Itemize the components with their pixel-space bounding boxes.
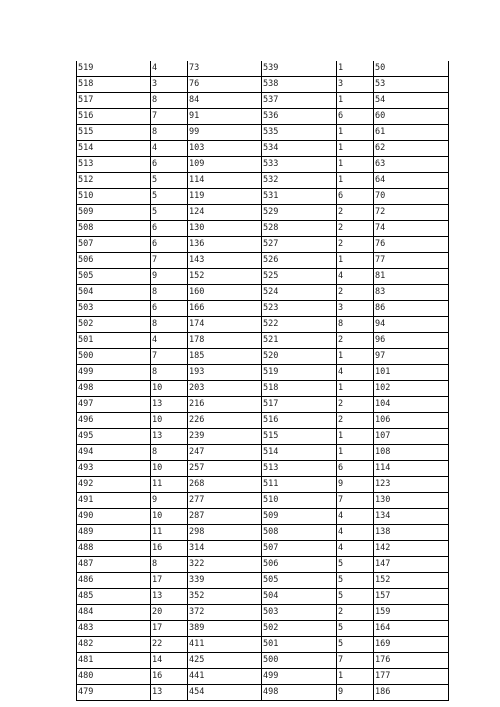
table-row <box>77 61 449 77</box>
table-cell-count-b: 1 <box>337 445 374 461</box>
table-cell-count-a: 16 <box>151 541 188 557</box>
table-cell-cumulative-a: 185 <box>188 349 262 365</box>
table-cell-count-a: 4 <box>151 141 188 157</box>
table-row <box>77 349 449 365</box>
table-row <box>77 125 449 141</box>
table-cell-count-b: 1 <box>337 429 374 445</box>
table-row <box>77 317 449 333</box>
table-cell-cumulative-a: 130 <box>188 221 262 237</box>
table-cell-count-b: 1 <box>337 349 374 365</box>
table-cell-score-b: 533 <box>262 157 337 173</box>
table-cell-cumulative-a: 352 <box>188 589 262 605</box>
table-cell-count-b: 1 <box>337 93 374 109</box>
table-cell-score-b: 532 <box>262 173 337 189</box>
table-body <box>77 61 449 701</box>
table-cell-cumulative-b: 97 <box>374 349 449 365</box>
table-cell-score-a: 509 <box>77 205 151 221</box>
table-cell-count-a: 3 <box>151 77 188 93</box>
table-cell-cumulative-a: 84 <box>188 93 262 109</box>
table-cell-count-a: 13 <box>151 685 188 701</box>
table-cell-cumulative-b: 74 <box>374 221 449 237</box>
table-cell-count-a: 8 <box>151 365 188 381</box>
table-row <box>77 157 449 173</box>
table-cell-cumulative-b: 86 <box>374 301 449 317</box>
table-cell-count-a: 6 <box>151 301 188 317</box>
table-cell-count-a: 8 <box>151 125 188 141</box>
table-cell-cumulative-a: 239 <box>188 429 262 445</box>
table-cell-score-a: 495 <box>77 429 151 445</box>
table-cell-count-b: 2 <box>337 205 374 221</box>
table-cell-cumulative-a: 73 <box>188 61 262 77</box>
table-row <box>77 477 449 493</box>
table-cell-score-b: 505 <box>262 573 337 589</box>
table-cell-cumulative-a: 411 <box>188 637 262 653</box>
table-cell-score-a: 492 <box>77 477 151 493</box>
table-cell-cumulative-b: 72 <box>374 205 449 221</box>
table-cell-count-b: 1 <box>337 173 374 189</box>
table-cell-cumulative-a: 119 <box>188 189 262 205</box>
table-cell-count-a: 4 <box>151 333 188 349</box>
table-cell-count-a: 5 <box>151 189 188 205</box>
table-cell-score-b: 514 <box>262 445 337 461</box>
table-cell-score-b: 503 <box>262 605 337 621</box>
table-cell-score-a: 497 <box>77 397 151 413</box>
table-cell-score-a: 510 <box>77 189 151 205</box>
table-cell-score-b: 524 <box>262 285 337 301</box>
table-cell-score-a: 493 <box>77 461 151 477</box>
table-cell-score-a: 488 <box>77 541 151 557</box>
table-row <box>77 269 449 285</box>
table-cell-cumulative-b: 76 <box>374 237 449 253</box>
table-cell-cumulative-a: 339 <box>188 573 262 589</box>
table-cell-cumulative-a: 247 <box>188 445 262 461</box>
table-cell-cumulative-b: 138 <box>374 525 449 541</box>
table-cell-score-b: 501 <box>262 637 337 653</box>
table-cell-count-b: 7 <box>337 493 374 509</box>
table-cell-cumulative-b: 77 <box>374 253 449 269</box>
table-cell-count-b: 2 <box>337 237 374 253</box>
table-cell-cumulative-b: 94 <box>374 317 449 333</box>
table-cell-count-b: 2 <box>337 605 374 621</box>
table-row <box>77 429 449 445</box>
table-cell-cumulative-a: 257 <box>188 461 262 477</box>
table-cell-score-b: 511 <box>262 477 337 493</box>
table-cell-count-b: 5 <box>337 637 374 653</box>
table-cell-cumulative-a: 268 <box>188 477 262 493</box>
table-cell-score-b: 521 <box>262 333 337 349</box>
table-cell-cumulative-b: 186 <box>374 685 449 701</box>
table-cell-count-a: 6 <box>151 237 188 253</box>
table-row <box>77 653 449 669</box>
table-cell-count-a: 10 <box>151 509 188 525</box>
table-row <box>77 525 449 541</box>
table-cell-cumulative-a: 178 <box>188 333 262 349</box>
table-cell-cumulative-a: 389 <box>188 621 262 637</box>
table-cell-score-a: 518 <box>77 77 151 93</box>
table-cell-score-a: 512 <box>77 173 151 189</box>
table-cell-cumulative-a: 216 <box>188 397 262 413</box>
table-cell-cumulative-a: 103 <box>188 141 262 157</box>
table-row <box>77 445 449 461</box>
table-row <box>77 605 449 621</box>
table-cell-count-a: 10 <box>151 413 188 429</box>
table-row <box>77 365 449 381</box>
table-cell-cumulative-a: 174 <box>188 317 262 333</box>
table-cell-count-a: 10 <box>151 461 188 477</box>
table-row <box>77 685 449 701</box>
table-cell-count-b: 5 <box>337 621 374 637</box>
table-cell-count-a: 11 <box>151 477 188 493</box>
table-cell-score-a: 479 <box>77 685 151 701</box>
table-cell-score-b: 509 <box>262 509 337 525</box>
table-cell-score-a: 519 <box>77 61 151 77</box>
table-cell-score-b: 506 <box>262 557 337 573</box>
table-cell-count-a: 14 <box>151 653 188 669</box>
table-cell-count-a: 7 <box>151 349 188 365</box>
table-cell-cumulative-b: 114 <box>374 461 449 477</box>
table-cell-score-b: 504 <box>262 589 337 605</box>
table-cell-cumulative-b: 102 <box>374 381 449 397</box>
table-cell-score-a: 491 <box>77 493 151 509</box>
table-cell-cumulative-a: 372 <box>188 605 262 621</box>
table-cell-score-a: 506 <box>77 253 151 269</box>
table-cell-cumulative-a: 76 <box>188 77 262 93</box>
table-cell-cumulative-a: 322 <box>188 557 262 573</box>
table-cell-count-a: 10 <box>151 381 188 397</box>
table-cell-cumulative-b: 152 <box>374 573 449 589</box>
table-cell-cumulative-a: 277 <box>188 493 262 509</box>
table-cell-cumulative-b: 50 <box>374 61 449 77</box>
table-cell-score-b: 520 <box>262 349 337 365</box>
table-cell-score-b: 513 <box>262 461 337 477</box>
table-row <box>77 301 449 317</box>
table-cell-cumulative-b: 176 <box>374 653 449 669</box>
table-cell-count-a: 5 <box>151 173 188 189</box>
table-cell-count-a: 5 <box>151 205 188 221</box>
table-cell-cumulative-b: 164 <box>374 621 449 637</box>
table-cell-count-b: 4 <box>337 509 374 525</box>
table-cell-score-a: 483 <box>77 621 151 637</box>
table-cell-count-b: 6 <box>337 461 374 477</box>
table-cell-score-a: 517 <box>77 93 151 109</box>
table-cell-cumulative-a: 91 <box>188 109 262 125</box>
table-cell-cumulative-b: 70 <box>374 189 449 205</box>
table-cell-count-a: 13 <box>151 397 188 413</box>
table-cell-score-b: 534 <box>262 141 337 157</box>
table-cell-count-b: 3 <box>337 301 374 317</box>
table-cell-count-a: 11 <box>151 525 188 541</box>
table-cell-score-b: 515 <box>262 429 337 445</box>
table-cell-count-b: 4 <box>337 365 374 381</box>
table-row <box>77 397 449 413</box>
table-cell-count-b: 9 <box>337 477 374 493</box>
table-cell-cumulative-b: 83 <box>374 285 449 301</box>
table-cell-score-a: 496 <box>77 413 151 429</box>
table-cell-score-a: 485 <box>77 589 151 605</box>
table-cell-score-a: 489 <box>77 525 151 541</box>
table-cell-score-b: 523 <box>262 301 337 317</box>
table-cell-score-b: 526 <box>262 253 337 269</box>
table-cell-count-a: 9 <box>151 269 188 285</box>
table-cell-cumulative-a: 143 <box>188 253 262 269</box>
table-cell-count-b: 1 <box>337 61 374 77</box>
table-cell-cumulative-b: 106 <box>374 413 449 429</box>
table-cell-count-a: 8 <box>151 93 188 109</box>
table-cell-cumulative-b: 130 <box>374 493 449 509</box>
table-cell-count-b: 3 <box>337 77 374 93</box>
table-cell-count-b: 5 <box>337 557 374 573</box>
table-cell-cumulative-b: 62 <box>374 141 449 157</box>
table-cell-cumulative-a: 114 <box>188 173 262 189</box>
table-cell-count-a: 8 <box>151 285 188 301</box>
table-cell-cumulative-b: 60 <box>374 109 449 125</box>
table-cell-count-b: 1 <box>337 669 374 685</box>
table-cell-cumulative-b: 96 <box>374 333 449 349</box>
table-cell-count-b: 1 <box>337 125 374 141</box>
table-cell-cumulative-b: 61 <box>374 125 449 141</box>
table-cell-score-a: 502 <box>77 317 151 333</box>
table-row <box>77 221 449 237</box>
table-cell-cumulative-a: 99 <box>188 125 262 141</box>
table-cell-count-a: 7 <box>151 109 188 125</box>
table-cell-count-a: 20 <box>151 605 188 621</box>
table-row <box>77 381 449 397</box>
table-cell-count-a: 6 <box>151 221 188 237</box>
table-cell-score-b: 516 <box>262 413 337 429</box>
table-cell-count-a: 22 <box>151 637 188 653</box>
table-cell-cumulative-a: 298 <box>188 525 262 541</box>
table-row <box>77 573 449 589</box>
table-cell-cumulative-a: 160 <box>188 285 262 301</box>
table-cell-score-b: 507 <box>262 541 337 557</box>
table-cell-score-b: 536 <box>262 109 337 125</box>
table-cell-count-a: 7 <box>151 253 188 269</box>
table-cell-cumulative-a: 441 <box>188 669 262 685</box>
table-row <box>77 637 449 653</box>
table-cell-score-a: 501 <box>77 333 151 349</box>
table-cell-count-b: 4 <box>337 525 374 541</box>
table-cell-count-b: 1 <box>337 253 374 269</box>
table-cell-cumulative-b: 123 <box>374 477 449 493</box>
table-cell-score-b: 500 <box>262 653 337 669</box>
table-cell-score-b: 539 <box>262 61 337 77</box>
table-cell-score-b: 529 <box>262 205 337 221</box>
table-row <box>77 621 449 637</box>
table-cell-count-b: 5 <box>337 573 374 589</box>
table-cell-cumulative-b: 64 <box>374 173 449 189</box>
table-cell-count-b: 9 <box>337 685 374 701</box>
table-cell-score-a: 503 <box>77 301 151 317</box>
table-row <box>77 285 449 301</box>
table-cell-score-b: 508 <box>262 525 337 541</box>
table-cell-score-a: 507 <box>77 237 151 253</box>
table-row <box>77 77 449 93</box>
table-cell-score-b: 528 <box>262 221 337 237</box>
table-cell-cumulative-b: 81 <box>374 269 449 285</box>
table-cell-score-b: 498 <box>262 685 337 701</box>
table-cell-score-a: 499 <box>77 365 151 381</box>
table-row <box>77 173 449 189</box>
table-cell-cumulative-a: 425 <box>188 653 262 669</box>
table-cell-count-a: 9 <box>151 493 188 509</box>
table-cell-cumulative-a: 203 <box>188 381 262 397</box>
table-cell-score-b: 519 <box>262 365 337 381</box>
table-cell-cumulative-a: 152 <box>188 269 262 285</box>
table-cell-cumulative-b: 63 <box>374 157 449 173</box>
table-cell-count-b: 2 <box>337 285 374 301</box>
table-row <box>77 253 449 269</box>
table-cell-score-a: 514 <box>77 141 151 157</box>
table-row <box>77 333 449 349</box>
table-row <box>77 93 449 109</box>
table-cell-count-a: 8 <box>151 317 188 333</box>
table-cell-score-b: 522 <box>262 317 337 333</box>
table-row <box>77 205 449 221</box>
table-cell-count-a: 16 <box>151 669 188 685</box>
table-cell-cumulative-a: 124 <box>188 205 262 221</box>
table-cell-cumulative-b: 147 <box>374 557 449 573</box>
table-cell-count-b: 2 <box>337 413 374 429</box>
table-cell-score-a: 508 <box>77 221 151 237</box>
table-cell-cumulative-b: 108 <box>374 445 449 461</box>
table-cell-score-a: 500 <box>77 349 151 365</box>
table-cell-count-b: 5 <box>337 589 374 605</box>
table-cell-score-b: 535 <box>262 125 337 141</box>
table-cell-score-b: 502 <box>262 621 337 637</box>
table-cell-cumulative-a: 287 <box>188 509 262 525</box>
table-cell-score-b: 538 <box>262 77 337 93</box>
table-cell-score-a: 515 <box>77 125 151 141</box>
table-cell-cumulative-b: 54 <box>374 93 449 109</box>
table-cell-count-b: 1 <box>337 157 374 173</box>
table-cell-score-b: 518 <box>262 381 337 397</box>
table-row <box>77 237 449 253</box>
table-cell-count-b: 1 <box>337 381 374 397</box>
table-cell-score-a: 498 <box>77 381 151 397</box>
table-cell-score-b: 510 <box>262 493 337 509</box>
table-cell-score-b: 531 <box>262 189 337 205</box>
table-cell-cumulative-b: 53 <box>374 77 449 93</box>
table-row <box>77 493 449 509</box>
table-cell-cumulative-b: 177 <box>374 669 449 685</box>
table-cell-cumulative-b: 107 <box>374 429 449 445</box>
table-cell-score-a: 482 <box>77 637 151 653</box>
table-cell-count-a: 8 <box>151 557 188 573</box>
table-cell-count-b: 6 <box>337 189 374 205</box>
table-cell-count-b: 4 <box>337 541 374 557</box>
table-cell-count-a: 6 <box>151 157 188 173</box>
table-cell-score-a: 487 <box>77 557 151 573</box>
table-cell-score-b: 537 <box>262 93 337 109</box>
table-row <box>77 589 449 605</box>
table-cell-cumulative-b: 169 <box>374 637 449 653</box>
table-cell-count-a: 17 <box>151 621 188 637</box>
table-cell-count-a: 4 <box>151 61 188 77</box>
table-cell-count-b: 8 <box>337 317 374 333</box>
table-row <box>77 141 449 157</box>
table-cell-count-b: 1 <box>337 141 374 157</box>
table-cell-cumulative-b: 134 <box>374 509 449 525</box>
table-cell-score-b: 499 <box>262 669 337 685</box>
table-cell-cumulative-b: 159 <box>374 605 449 621</box>
table-cell-score-a: 490 <box>77 509 151 525</box>
table-cell-cumulative-a: 226 <box>188 413 262 429</box>
table-cell-score-a: 494 <box>77 445 151 461</box>
table-cell-cumulative-a: 166 <box>188 301 262 317</box>
table-cell-count-b: 7 <box>337 653 374 669</box>
table-cell-score-a: 516 <box>77 109 151 125</box>
table-cell-count-b: 2 <box>337 221 374 237</box>
table-cell-count-b: 2 <box>337 333 374 349</box>
table-row <box>77 669 449 685</box>
table-cell-cumulative-b: 101 <box>374 365 449 381</box>
table-cell-score-b: 525 <box>262 269 337 285</box>
table-row <box>77 413 449 429</box>
table-cell-cumulative-a: 314 <box>188 541 262 557</box>
table-row <box>77 509 449 525</box>
table-row <box>77 541 449 557</box>
table-cell-count-a: 13 <box>151 429 188 445</box>
table-cell-cumulative-a: 454 <box>188 685 262 701</box>
table-cell-cumulative-a: 109 <box>188 157 262 173</box>
table-cell-count-b: 6 <box>337 109 374 125</box>
table-cell-cumulative-b: 104 <box>374 397 449 413</box>
table-cell-score-a: 513 <box>77 157 151 173</box>
table-cell-score-a: 480 <box>77 669 151 685</box>
table-cell-cumulative-b: 142 <box>374 541 449 557</box>
table-cell-score-a: 504 <box>77 285 151 301</box>
table-row <box>77 461 449 477</box>
table-cell-count-b: 4 <box>337 269 374 285</box>
table-cell-score-b: 527 <box>262 237 337 253</box>
table-cell-score-a: 486 <box>77 573 151 589</box>
table-cell-cumulative-b: 157 <box>374 589 449 605</box>
table-cell-score-a: 505 <box>77 269 151 285</box>
table-row <box>77 557 449 573</box>
table-row <box>77 189 449 205</box>
table-cell-score-a: 484 <box>77 605 151 621</box>
table-cell-score-a: 481 <box>77 653 151 669</box>
table-cell-score-b: 517 <box>262 397 337 413</box>
table-cell-cumulative-a: 136 <box>188 237 262 253</box>
table-cell-count-b: 2 <box>337 397 374 413</box>
table-cell-count-a: 13 <box>151 589 188 605</box>
table-cell-count-a: 17 <box>151 573 188 589</box>
table-cell-count-a: 8 <box>151 445 188 461</box>
table-row <box>77 109 449 125</box>
score-distribution-table <box>76 61 449 701</box>
table-cell-cumulative-a: 193 <box>188 365 262 381</box>
